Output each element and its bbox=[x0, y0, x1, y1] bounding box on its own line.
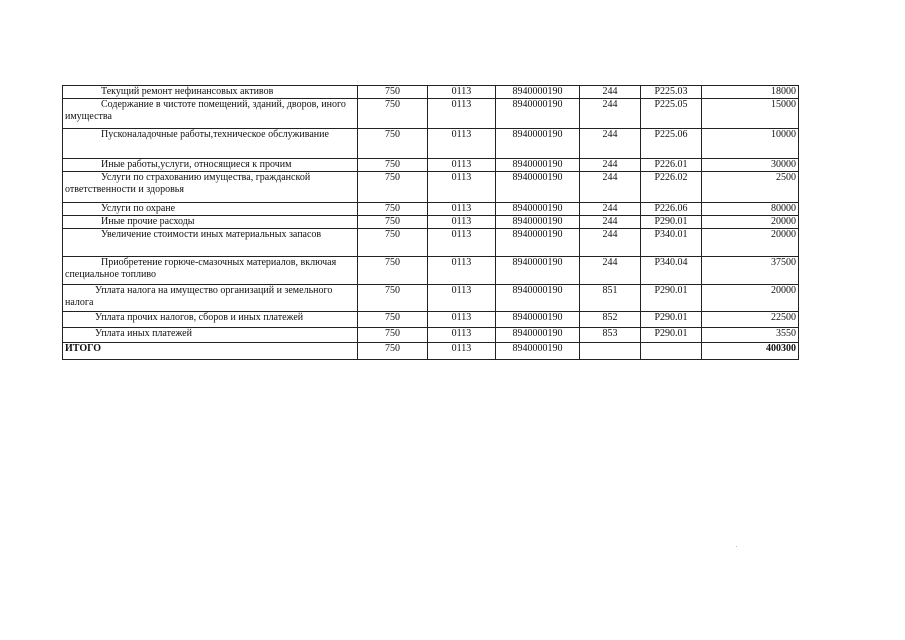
budget-table bbox=[62, 85, 799, 360]
row-vr: 244 bbox=[580, 129, 641, 159]
row-amount: 22500 bbox=[702, 312, 799, 328]
table-row bbox=[63, 129, 799, 159]
row-amount: 10000 bbox=[702, 129, 799, 159]
row-ved: 750 bbox=[358, 285, 428, 312]
row-ved: 750 bbox=[358, 99, 428, 129]
row-razdel: 0113 bbox=[428, 328, 496, 343]
row-name: Уплата налога на имущество организаций и земельного налога bbox=[63, 285, 358, 312]
row-kosgu: Р290.01 bbox=[641, 216, 702, 229]
row-csr: 8940000190 bbox=[496, 257, 580, 285]
row-csr: 8940000190 bbox=[496, 99, 580, 129]
row-name: Иные прочие расходы bbox=[63, 216, 358, 229]
row-vr: 244 bbox=[580, 172, 641, 203]
row-razdel: 0113 bbox=[428, 229, 496, 257]
row-razdel: 0113 bbox=[428, 203, 496, 216]
table-row bbox=[63, 229, 799, 257]
row-vr: 851 bbox=[580, 285, 641, 312]
row-ved: 750 bbox=[358, 172, 428, 203]
row-razdel: 0113 bbox=[428, 99, 496, 129]
row-razdel: 0113 bbox=[428, 216, 496, 229]
row-csr: 8940000190 bbox=[496, 216, 580, 229]
total-razdel: 0113 bbox=[428, 343, 496, 360]
total-row bbox=[63, 343, 799, 360]
row-kosgu: Р226.02 bbox=[641, 172, 702, 203]
total-amount: 400300 bbox=[702, 343, 799, 360]
row-amount: 2500 bbox=[702, 172, 799, 203]
scan-speck bbox=[736, 546, 737, 547]
row-vr: 244 bbox=[580, 229, 641, 257]
row-razdel: 0113 bbox=[428, 159, 496, 172]
row-vr: 244 bbox=[580, 203, 641, 216]
row-name: Содержание в чистоте помещений, зданий, дворов, иного имущества bbox=[63, 99, 358, 129]
row-kosgu: Р340.04 bbox=[641, 257, 702, 285]
row-amount: 15000 bbox=[702, 99, 799, 129]
table-row bbox=[63, 99, 799, 129]
row-kosgu: Р290.01 bbox=[641, 328, 702, 343]
row-kosgu: Р226.06 bbox=[641, 203, 702, 216]
row-kosgu: Р225.03 bbox=[641, 86, 702, 99]
row-ved: 750 bbox=[358, 86, 428, 99]
row-amount: 30000 bbox=[702, 159, 799, 172]
table-body bbox=[63, 86, 799, 360]
row-name: Приобретение горюче-смазочных материалов, включая специальное топливо bbox=[63, 257, 358, 285]
row-kosgu: Р290.01 bbox=[641, 312, 702, 328]
row-amount: 3550 bbox=[702, 328, 799, 343]
row-ved: 750 bbox=[358, 257, 428, 285]
row-csr: 8940000190 bbox=[496, 203, 580, 216]
row-csr: 8940000190 bbox=[496, 159, 580, 172]
row-ved: 750 bbox=[358, 312, 428, 328]
row-csr: 8940000190 bbox=[496, 129, 580, 159]
row-razdel: 0113 bbox=[428, 285, 496, 312]
row-name: Текущий ремонт нефинансовых активов bbox=[63, 86, 358, 99]
row-amount: 37500 bbox=[702, 257, 799, 285]
row-vr: 853 bbox=[580, 328, 641, 343]
table-row bbox=[63, 257, 799, 285]
row-vr: 244 bbox=[580, 159, 641, 172]
row-kosgu: Р225.05 bbox=[641, 99, 702, 129]
row-name: Пусконаладочные работы,техническое обслуживание bbox=[63, 129, 358, 159]
row-csr: 8940000190 bbox=[496, 285, 580, 312]
row-ved: 750 bbox=[358, 229, 428, 257]
row-ved: 750 bbox=[358, 216, 428, 229]
table-row bbox=[63, 86, 799, 99]
total-label: ИТОГО bbox=[63, 343, 358, 360]
table-row bbox=[63, 172, 799, 203]
row-ved: 750 bbox=[358, 328, 428, 343]
row-kosgu: Р340.01 bbox=[641, 229, 702, 257]
table-row bbox=[63, 328, 799, 343]
row-amount: 20000 bbox=[702, 285, 799, 312]
row-vr: 244 bbox=[580, 257, 641, 285]
row-name: Иные работы,услуги, относящиеся к прочим bbox=[63, 159, 358, 172]
row-ved: 750 bbox=[358, 203, 428, 216]
row-csr: 8940000190 bbox=[496, 86, 580, 99]
row-razdel: 0113 bbox=[428, 129, 496, 159]
row-amount: 18000 bbox=[702, 86, 799, 99]
table-row bbox=[63, 312, 799, 328]
row-razdel: 0113 bbox=[428, 172, 496, 203]
row-amount: 20000 bbox=[702, 216, 799, 229]
row-kosgu: Р290.01 bbox=[641, 285, 702, 312]
row-csr: 8940000190 bbox=[496, 172, 580, 203]
row-name: Уплата иных платежей bbox=[63, 328, 358, 343]
row-name: Уплата прочих налогов, сборов и иных платежей bbox=[63, 312, 358, 328]
row-name: Увеличение стоимости иных материальных запасов bbox=[63, 229, 358, 257]
row-vr: 244 bbox=[580, 86, 641, 99]
row-kosgu: Р226.01 bbox=[641, 159, 702, 172]
row-csr: 8940000190 bbox=[496, 312, 580, 328]
row-vr: 244 bbox=[580, 99, 641, 129]
row-ved: 750 bbox=[358, 159, 428, 172]
row-csr: 8940000190 bbox=[496, 328, 580, 343]
table-row bbox=[63, 203, 799, 216]
row-amount: 80000 bbox=[702, 203, 799, 216]
table-row bbox=[63, 159, 799, 172]
row-razdel: 0113 bbox=[428, 257, 496, 285]
row-csr: 8940000190 bbox=[496, 229, 580, 257]
table-row bbox=[63, 285, 799, 312]
row-razdel: 0113 bbox=[428, 312, 496, 328]
total-kosgu bbox=[641, 343, 702, 360]
row-kosgu: Р225.06 bbox=[641, 129, 702, 159]
row-vr: 244 bbox=[580, 216, 641, 229]
row-name: Услуги по охране bbox=[63, 203, 358, 216]
table-row bbox=[63, 216, 799, 229]
row-ved: 750 bbox=[358, 129, 428, 159]
row-name: Услуги по страхованию имущества, гражданской ответственности и здоровья bbox=[63, 172, 358, 203]
row-amount: 20000 bbox=[702, 229, 799, 257]
row-razdel: 0113 bbox=[428, 86, 496, 99]
total-ved: 750 bbox=[358, 343, 428, 360]
row-vr: 852 bbox=[580, 312, 641, 328]
total-csr: 8940000190 bbox=[496, 343, 580, 360]
total-vr bbox=[580, 343, 641, 360]
